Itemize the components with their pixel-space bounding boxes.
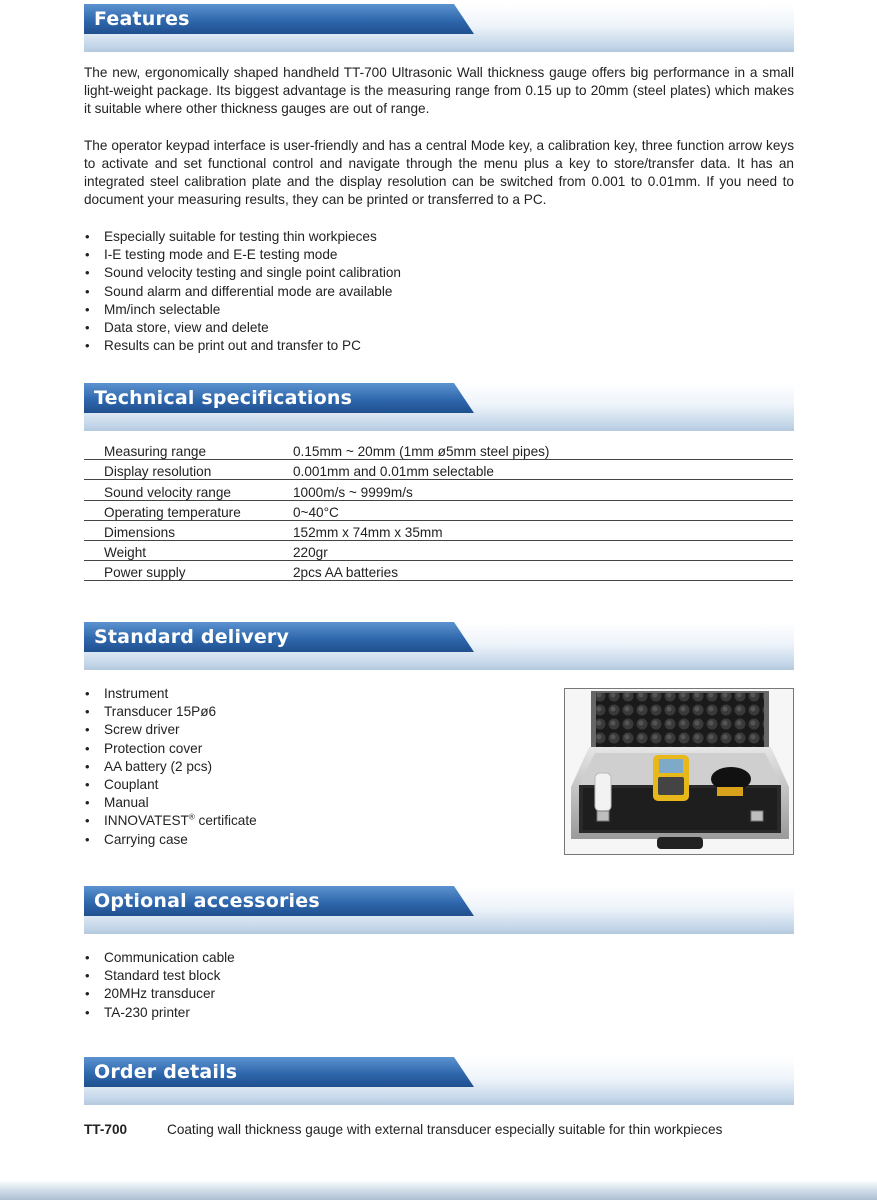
list-item: • Sound alarm and differential mode are available: [84, 283, 401, 301]
carrying-case-photo: [564, 688, 794, 855]
features-paragraph-1: The new, ergonomically shaped handheld TT-700 Ultrasonic Wall thickness gauge offers big performance in a small light-weight package. Its biggest advantage is the measuring range from 0.15 up to 20mm (steel plates) which makes it suitable where other thickness gauges are out of range.: [84, 65, 794, 116]
registered-mark: ®: [188, 812, 195, 822]
list-item: • Especially suitable for testing thin workpieces: [84, 228, 401, 246]
list-item: • Instrument: [84, 685, 257, 703]
spec-label: Sound velocity range: [84, 480, 293, 500]
list-item: • Communication cable: [84, 949, 235, 967]
order-title: Order details: [94, 1061, 238, 1083]
features-list: [84, 228, 401, 355]
list-item: • Sound velocity testing and single point calibration: [84, 264, 401, 282]
spec-label: Display resolution: [84, 460, 293, 480]
table-row: [84, 540, 793, 560]
list-item: • Screw driver: [84, 721, 257, 739]
optional-title: Optional accessories: [94, 890, 320, 912]
table-row: [84, 500, 793, 520]
carrying-case-illustration: [565, 689, 793, 854]
spec-label: Weight: [84, 540, 293, 560]
table-row: [84, 440, 793, 460]
table-row: [84, 561, 793, 581]
list-item: • TA-230 printer: [84, 1004, 235, 1022]
spec-label: Operating temperature: [84, 500, 293, 520]
order-header: [84, 1057, 794, 1105]
list-item: • Mm/inch selectable: [84, 301, 401, 319]
certificate-suffix: certificate: [194, 813, 257, 829]
list-item: • I-E testing mode and E-E testing mode: [84, 246, 401, 264]
table-row: [84, 520, 793, 540]
list-item: • Results can be print out and transfer to PC: [84, 337, 401, 355]
order-code: TT-700: [84, 1122, 128, 1137]
list-item: • Standard test block: [84, 967, 235, 985]
delivery-header: [84, 622, 794, 670]
spec-value: 220gr: [293, 540, 793, 560]
footer-bar: [0, 1180, 877, 1200]
optional-header: [84, 886, 794, 934]
list-item: • Manual: [84, 794, 257, 812]
list-item: • 20MHz transducer: [84, 985, 235, 1003]
list-item: • Transducer 15Pø6: [84, 703, 257, 721]
certificate-brand: INNOVATEST: [104, 813, 189, 829]
features-paragraph-2: The operator keypad interface is user-friendly and has a central Mode key, a calibration key, three function arrow keys to activate and set functional control and navigate through the menu plus a key to store/transfer data. It has an integrated steel calibration plate and the display resolution can be switched from 0.001 to 0.01mm. If you need to document your measuring results, they can be printed or transferred to a PC.: [84, 138, 794, 207]
order-row: [84, 1122, 722, 1137]
spec-value: 0~40°C: [293, 500, 793, 520]
list-item: • Data store, view and delete: [84, 319, 401, 337]
table-row: [84, 480, 793, 500]
list-item: • AA battery (2 pcs): [84, 758, 257, 776]
list-item: • Couplant: [84, 776, 257, 794]
delivery-title: Standard delivery: [94, 626, 290, 648]
spec-value: 152mm x 74mm x 35mm: [293, 520, 793, 540]
spec-label: Power supply: [84, 561, 293, 581]
features-title: Features: [94, 8, 190, 30]
spec-value: 0.15mm ~ 20mm (1mm ø5mm steel pipes): [293, 440, 793, 460]
list-item: • Carrying case: [84, 831, 257, 849]
technical-title: Technical specifications: [94, 387, 353, 409]
spec-value: 0.001mm and 0.01mm selectable: [293, 460, 793, 480]
list-item: • Protection cover: [84, 740, 257, 758]
specs-table: [84, 440, 793, 581]
spec-label: Measuring range: [84, 440, 293, 460]
technical-header: [84, 383, 794, 431]
optional-list: [84, 949, 235, 1022]
order-description: Coating wall thickness gauge with external transducer especially suitable for thin workpieces: [167, 1122, 723, 1137]
features-header: [84, 4, 794, 52]
list-item: [84, 812, 257, 830]
spec-label: Dimensions: [84, 520, 293, 540]
delivery-list: [84, 685, 257, 849]
spec-value: 1000m/s ~ 9999m/s: [293, 480, 793, 500]
spec-value: 2pcs AA batteries: [293, 561, 793, 581]
table-row: [84, 460, 793, 480]
